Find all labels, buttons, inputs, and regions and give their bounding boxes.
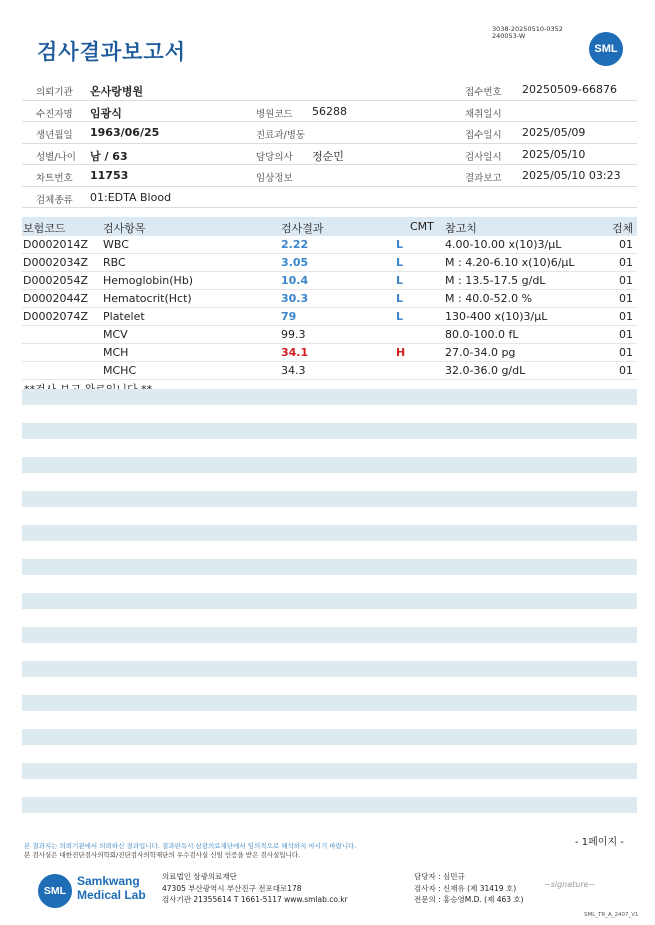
patient-label: 수진자명 — [36, 108, 73, 120]
footer-logo-text: Samkwang Medical Lab — [77, 874, 146, 902]
empty-stripe — [22, 559, 637, 575]
collect-date-label: 채취일시 — [465, 108, 502, 120]
empty-stripe — [22, 661, 637, 677]
result-reference: 32.0-36.0 g/dL — [445, 364, 526, 377]
empty-stripe — [22, 457, 637, 473]
result-row — [22, 236, 637, 254]
specimen-label: 검체종류 — [36, 194, 73, 206]
empty-stripe — [22, 797, 637, 813]
result-name: MCHC — [103, 364, 137, 377]
result-name: WBC — [103, 238, 129, 251]
result-specimen: 01 — [619, 310, 633, 323]
result-code: D0002054Z — [23, 274, 88, 287]
dob-value: 1963/06/25 — [90, 126, 160, 139]
document-id: 3038-20250510-0352 240053-W — [492, 25, 563, 40]
result-specimen: 01 — [619, 346, 633, 359]
receipt-date-label: 접수일시 — [465, 130, 502, 141]
result-specimen: 01 — [619, 274, 633, 287]
empty-stripe — [22, 423, 637, 439]
header-value: 검사결과 — [281, 222, 324, 235]
test-date-label: 검사일시 — [465, 151, 502, 163]
result-name: MCH — [103, 346, 129, 359]
report-date-value: 2025/05/10 03:23 — [522, 169, 621, 182]
form-number: SML_TR_A_2407_V1 — [584, 912, 639, 918]
result-reference: M : 40.0-52.0 % — [445, 292, 533, 305]
result-value: 34.1 — [281, 346, 309, 359]
disclaimer-2: 본 검사실은 대한진단검사의학회/진단검사의학재단의 우수검사실 신임 인증을 받은 검사실입니다. — [24, 851, 301, 859]
report-date-label: 결과보고 — [465, 173, 502, 184]
info-row — [22, 101, 637, 123]
result-row — [22, 290, 637, 308]
receipt-date-value: 2025/05/09 — [522, 126, 586, 139]
result-name: Platelet — [103, 310, 145, 323]
empty-stripe — [22, 593, 637, 609]
header-code: 보험코드 — [23, 222, 66, 235]
client-label: 의뢰기관 — [36, 87, 73, 98]
result-value: 2.22 — [281, 238, 309, 251]
empty-stripe — [22, 389, 637, 405]
result-specimen: 01 — [619, 238, 633, 251]
info-row — [22, 79, 637, 101]
header-ref: 참고치 — [445, 222, 477, 235]
page-number: - 1페이지 - — [575, 837, 624, 848]
result-reference: 80.0-100.0 fL — [445, 328, 519, 341]
result-specimen: 01 — [619, 328, 633, 341]
result-row — [22, 272, 637, 290]
result-flag: L — [396, 310, 404, 323]
empty-stripe — [22, 763, 637, 779]
header-name: 검사항목 — [103, 222, 146, 235]
result-rows — [22, 236, 637, 380]
header-specimen: 검체 — [612, 222, 634, 235]
clinical-label: 임상정보 — [256, 173, 293, 184]
info-row — [22, 187, 637, 209]
dob-label: 생년월일 — [36, 130, 73, 141]
hospital-code-label: 병원코드 — [256, 108, 293, 120]
result-flag: L — [396, 292, 404, 305]
result-flag: L — [396, 274, 404, 287]
info-row — [22, 144, 637, 166]
receipt-no-label: 접수번호 — [465, 87, 502, 98]
info-row — [22, 165, 637, 187]
result-code: D0002044Z — [23, 292, 88, 305]
result-flag: H — [396, 346, 406, 359]
result-name: RBC — [103, 256, 126, 269]
result-row — [22, 326, 637, 344]
results-header — [22, 217, 637, 236]
result-value: 99.3 — [281, 328, 306, 341]
result-value: 79 — [281, 310, 297, 323]
footer-logo-icon: SML — [38, 874, 72, 908]
result-row — [22, 308, 637, 326]
info-row — [22, 122, 637, 144]
header-cmt: CMT — [410, 220, 434, 233]
result-value: 3.05 — [281, 256, 309, 269]
result-flag: L — [396, 256, 404, 269]
chart-no-label: 차트번호 — [36, 173, 73, 184]
empty-stripe — [22, 525, 637, 541]
result-value: 30.3 — [281, 292, 309, 305]
result-value: 34.3 — [281, 364, 306, 377]
result-row — [22, 344, 637, 362]
staff-info: 담당자 : 심민규 검사자 : 신재유 (제 31419 호) 전문의 : 홍승영M.D. (제 463 호) — [414, 872, 524, 904]
receipt-no-value: 20250509-66876 — [522, 83, 617, 96]
result-value: 10.4 — [281, 274, 309, 287]
results-table — [22, 217, 637, 400]
specimen-value: 01:EDTA Blood — [90, 190, 172, 204]
chart-no-value: 11753 — [90, 169, 129, 182]
result-reference: 27.0-34.0 pg — [445, 346, 516, 359]
patient-value: 임광식 — [90, 106, 122, 120]
result-code: D0002014Z — [23, 238, 88, 251]
doctor-label: 담당의사 — [256, 151, 293, 163]
result-name: Hemoglobin(Hb) — [103, 274, 194, 287]
result-name: MCV — [103, 328, 128, 341]
result-specimen: 01 — [619, 256, 633, 269]
dept-label: 진료과/병동 — [256, 130, 306, 141]
report-title: 검사결과보고서 — [37, 40, 187, 64]
result-flag: L — [396, 238, 404, 251]
sex-age-value: 남 / 63 — [90, 149, 128, 163]
result-reference: M : 13.5-17.5 g/dL — [445, 274, 546, 287]
client-value: 온사랑병원 — [90, 85, 144, 98]
doctor-value: 정순민 — [312, 149, 344, 163]
result-name: Hematocrit(Hct) — [103, 292, 192, 305]
empty-stripe — [22, 491, 637, 507]
sml-logo: SML — [589, 32, 623, 66]
empty-stripe — [22, 627, 637, 643]
empty-stripe — [22, 729, 637, 745]
result-specimen: 01 — [619, 292, 633, 305]
test-date-value: 2025/05/10 — [522, 147, 586, 161]
result-code: D0002074Z — [23, 310, 88, 323]
patient-info-block — [22, 79, 637, 208]
signature-icon: ~signature~ — [544, 880, 596, 889]
result-reference: 130-400 x(10)3/μL — [445, 310, 548, 323]
empty-stripe — [22, 695, 637, 711]
result-row — [22, 254, 637, 272]
result-row — [22, 362, 637, 380]
hospital-code-value: 56288 — [312, 104, 347, 118]
result-reference: 4.00-10.00 x(10)3/μL — [445, 238, 562, 251]
result-reference: M : 4.20-6.10 x(10)6/μL — [445, 256, 575, 269]
sex-age-label: 성별/나이 — [36, 151, 76, 163]
org-info: 의료법인 삼광의료재단 47305 부산광역시 부산진구 전포대로178 검사기관 21355614 T 1661-5117 www.smlab.co.kr — [162, 872, 348, 904]
disclaimer-1: 본 결과지는 의뢰기관에서 의뢰하신 결과입니다. 결과판독시 삼광의료재단에서 임의적으로 해석하지 마시기 바랍니다. — [24, 842, 357, 850]
result-specimen: 01 — [619, 364, 633, 377]
result-code: D0002034Z — [23, 256, 88, 269]
